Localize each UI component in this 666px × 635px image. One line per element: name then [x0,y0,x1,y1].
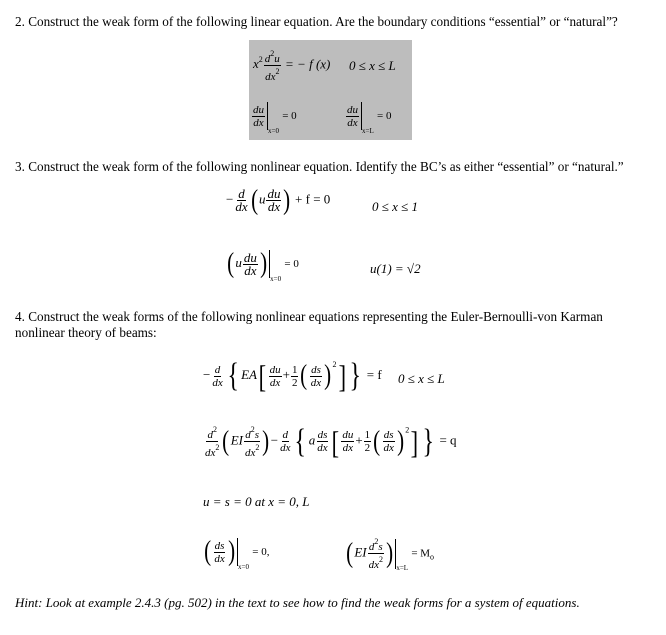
question-4-text-line-2: nonlinear theory of beams: [15,325,157,340]
question-3-text: 3. Construct the weak form of the following nonlinear equation. Identify the BC’s as either “essential” or “natural.” [15,159,624,174]
question-4-equation-2-rhs: = q [439,432,457,448]
hint-text: Hint: Look at example 2.4.3 (pg. 502) in the text to see how to find the weak forms for a system of equations. [15,595,580,610]
question-2-equation-box [249,40,412,140]
question-2-ode: $x^2$ $\frac{d^2u}{dx^2}$ = − f (x) [253,49,331,83]
question-2-domain: 0 ≤ x ≤ L [349,58,396,73]
question-2-bc-left: $\frac{du}{dx}$ $_{x=0}$ = 0 [253,103,297,135]
question-4-bc-left: ( $\frac{ds}{dx}$ ) $_{x=0}$ = 0, [204,536,270,571]
question-4-equation-2: $\frac{d^2}{dx^2}$ (EI $\frac{d^2s}{dx^2}$ )− $\frac{d}{dx}$ { a $\frac{ds}{dx}$ [ $\frac{du}{dx}$ + $\frac{1}{2}$ ( $\frac{ds}{dx}$ )$^2$] } = q [205,422,457,460]
question-2-bc-right: $\frac{du}{dx}$ $_{x=L}$ = 0 [347,103,392,135]
question-2-ode-rhs: = − f (x) [285,56,331,72]
question-3-bc-right: u(1) = √2 [370,261,421,276]
question-2-text: 2. Construct the weak form of the following linear equation. Are the boundary conditions “essential” or “natural”? [15,14,618,29]
question-4-equation-1: − $\frac{d}{dx}$ { EA[ $\frac{du}{dx}$ + $\frac{1}{2}$ ( $\frac{ds}{dx}$ )$^2$] } = f [203,357,382,395]
question-4-bc-line: u = s = 0 at x = 0, L [203,494,310,509]
question-4-text-line-1: 4. Construct the weak forms of the following nonlinear equations representing the Euler-Bernoulli-von Karman [15,309,603,324]
question-3-bc-left: (u $\frac{du}{dx}$ ) $_{x=0}$ = 0 [227,248,299,283]
question-3-ode: − $\frac{d}{dx}$ (u $\frac{du}{dx}$ ) + f = 0 [226,184,331,216]
question-4-equation-1-rhs: = f [366,367,382,382]
question-4-bc-right: (EI $\frac{d^2s}{dx^2}$ ) $_{x=L} = M_o$ [346,537,435,573]
question-3-domain: 0 ≤ x ≤ 1 [372,199,419,214]
question-3-ode-rhs: + f = 0 [295,191,331,207]
question-4-equation-1-domain: 0 ≤ x ≤ L [398,371,445,386]
